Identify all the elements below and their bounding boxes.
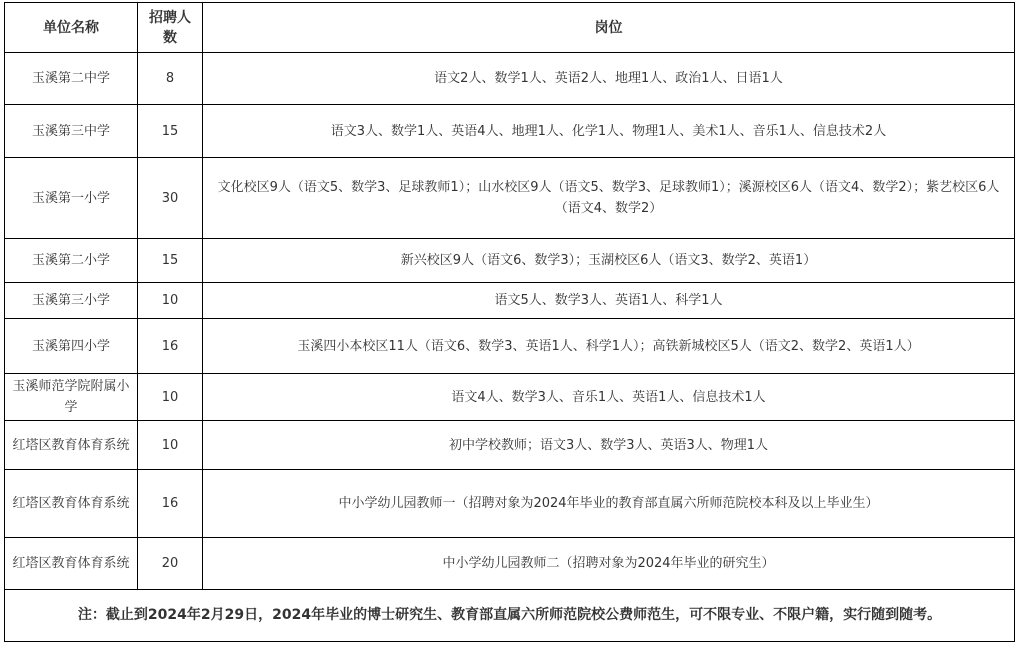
unit-name: 玉溪第四小学 (5, 319, 138, 374)
unit-name: 玉溪第三中学 (5, 105, 138, 158)
recruit-count: 16 (138, 470, 203, 538)
positions: 新兴校区9人（语文6、数学3）；玉湖校区6人（语文3、数学2、英语1） (203, 239, 1015, 283)
unit-name: 红塔区教育体育系统 (5, 538, 138, 590)
table-row (5, 538, 1015, 590)
recruit-count: 15 (138, 105, 203, 158)
recruit-count: 10 (138, 421, 203, 470)
recruit-count: 10 (138, 374, 203, 421)
header-positions: 岗位 (203, 3, 1015, 53)
table-row (5, 105, 1015, 158)
unit-name: 红塔区教育体育系统 (5, 470, 138, 538)
positions: 语文3人、数学1人、英语4人、地理1人、化学1人、物理1人、美术1人、音乐1人、信息技术2人 (203, 105, 1015, 158)
header-recruit-count: 招聘人数 (138, 3, 203, 53)
table-header-row (5, 3, 1015, 53)
positions: 玉溪四小本校区11人（语文6、数学3、英语1人、科学1人）；高铁新城校区5人（语文2、数学2、英语1人） (203, 319, 1015, 374)
unit-name: 玉溪第二中学 (5, 53, 138, 105)
note-row (5, 590, 1015, 642)
table-row (5, 421, 1015, 470)
recruit-count: 16 (138, 319, 203, 374)
table-row (5, 158, 1015, 239)
unit-name: 玉溪第三小学 (5, 283, 138, 319)
positions: 语文4人、数学3人、音乐1人、英语1人、信息技术1人 (203, 374, 1015, 421)
header-unit-name: 单位名称 (5, 3, 138, 53)
recruit-count: 8 (138, 53, 203, 105)
recruit-count: 10 (138, 283, 203, 319)
recruitment-table (4, 2, 1015, 642)
table-row (5, 283, 1015, 319)
table-row (5, 53, 1015, 105)
positions: 语文2人、数学1人、英语2人、地理1人、政治1人、日语1人 (203, 53, 1015, 105)
recruit-count: 15 (138, 239, 203, 283)
recruit-count: 20 (138, 538, 203, 590)
unit-name: 玉溪第一小学 (5, 158, 138, 239)
unit-name: 玉溪第二小学 (5, 239, 138, 283)
unit-name: 玉溪师范学院附属小学 (5, 374, 138, 421)
footnote: 注：截止到2024年2月29日，2024年毕业的博士研究生、教育部直属六所师范院校公费师范生，可不限专业、不限户籍，实行随到随考。 (5, 590, 1015, 642)
positions: 中小学幼儿园教师一（招聘对象为2024年毕业的教育部直属六所师范院校本科及以上毕业生） (203, 470, 1015, 538)
positions: 初中学校教师；语文3人、数学3人、英语3人、物理1人 (203, 421, 1015, 470)
table-row (5, 470, 1015, 538)
table-row (5, 239, 1015, 283)
unit-name: 红塔区教育体育系统 (5, 421, 138, 470)
positions: 语文5人、数学3人、英语1人、科学1人 (203, 283, 1015, 319)
positions: 文化校区9人（语文5、数学3、足球教师1）；山水校区9人（语文5、数学3、足球教师1）；溪源校区6人（语文4、数学2）；紫艺校区6人（语文4、数学2） (203, 158, 1015, 239)
table-row (5, 319, 1015, 374)
recruit-count: 30 (138, 158, 203, 239)
positions: 中小学幼儿园教师二（招聘对象为2024年毕业的研究生） (203, 538, 1015, 590)
table-row (5, 374, 1015, 421)
